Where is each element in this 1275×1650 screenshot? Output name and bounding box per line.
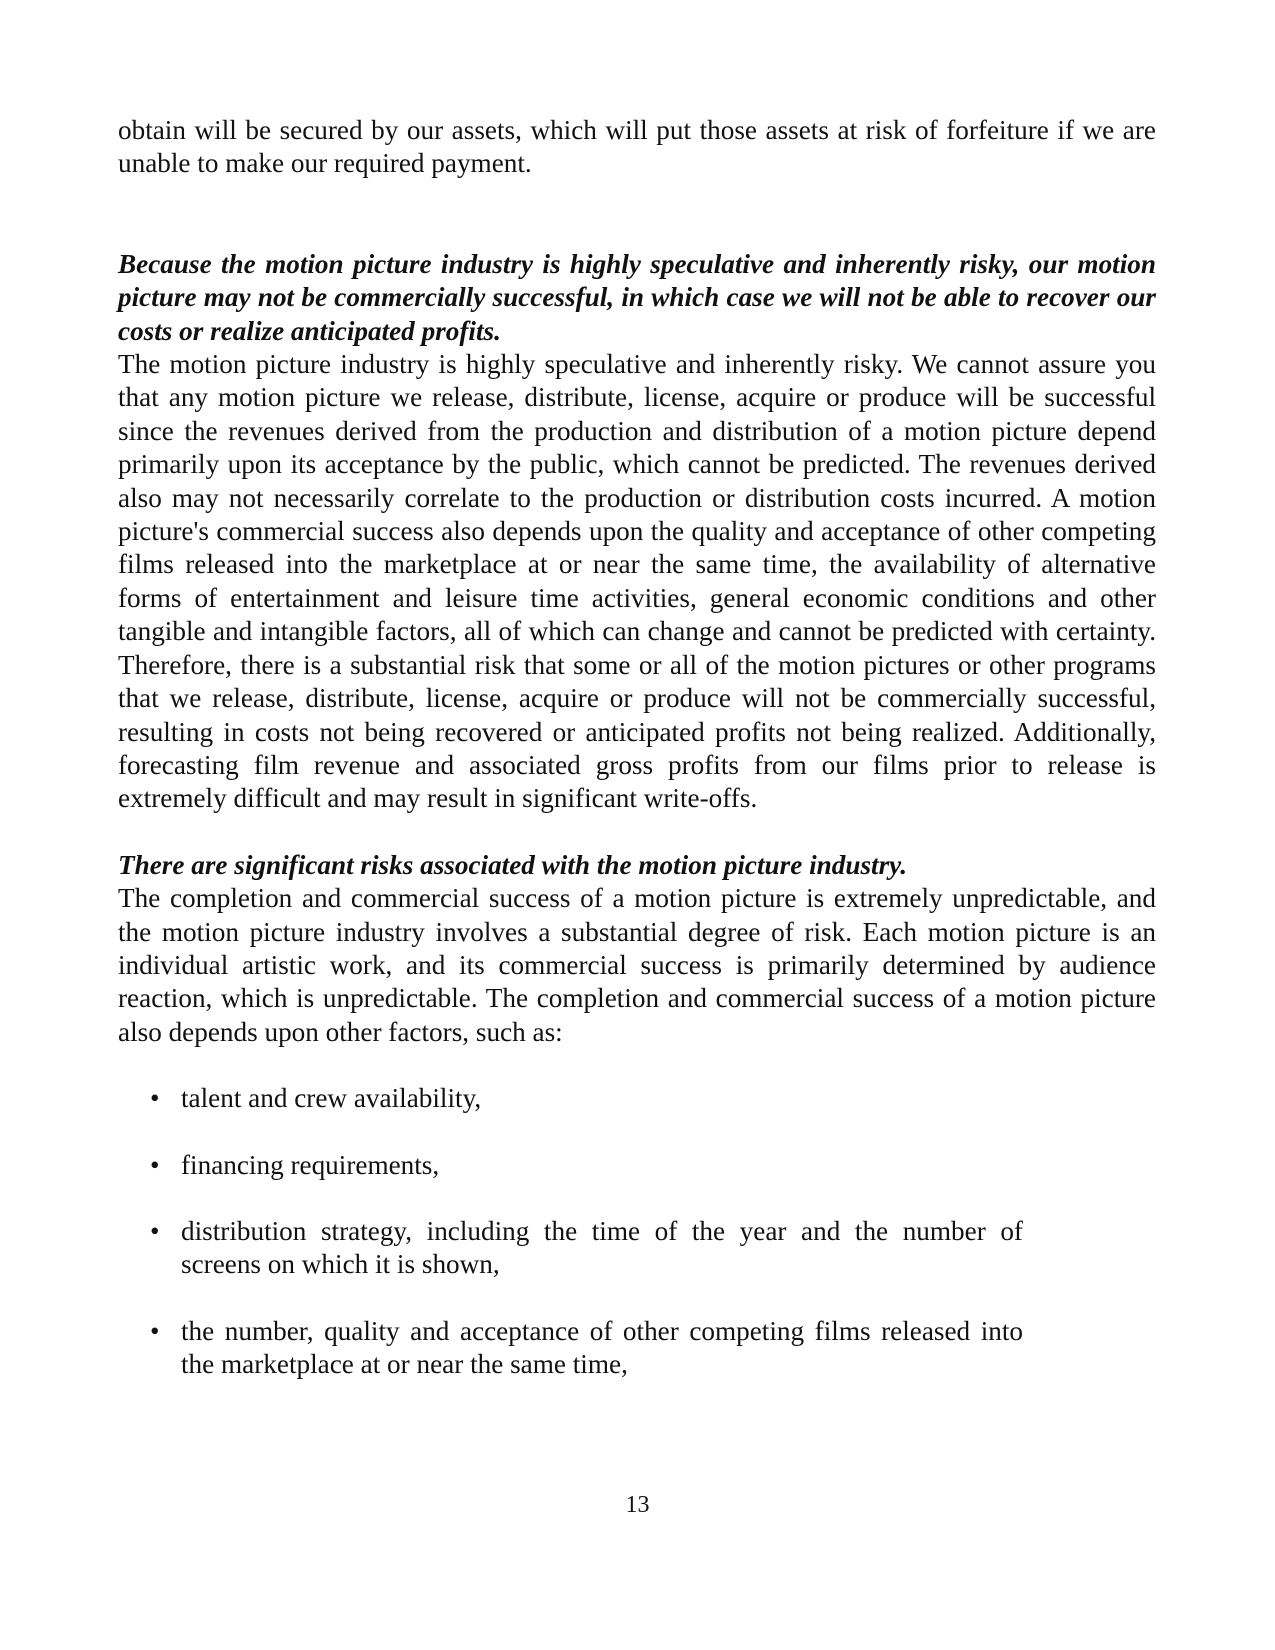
- spacer: [118, 181, 1156, 248]
- list-item-text: financing requirements,: [181, 1149, 440, 1180]
- list-item: [118, 1082, 1023, 1115]
- section-body-industry-risks: The completion and commercial success of a motion picture is extremely unpredictable, and the motion picture industry involves a substantial degree of risk. Each motion picture is an individual artistic work, and its commercial success is primarily determined by audience reaction, which is unpredictable. The completion and commercial success of a motion picture also depends upon other factors, such as:: [118, 883, 1156, 1047]
- risk-factors-list: [118, 1082, 1023, 1381]
- page-number: 13: [625, 1492, 650, 1518]
- list-item-text: the number, quality and acceptance of other competing films released into the marketplace at or near the same time,: [181, 1315, 1023, 1380]
- section-body-speculative-risk: The motion picture industry is highly speculative and inherently risky. We cannot assure you that any motion picture we release, distribute, license, acquire or produce will be successful since the revenues derived from the production and distribution of a motion picture depend primarily upon its acceptance by the public, which cannot be predicted. The revenues derived also may not necessarily correlate to the production or distribution costs incurred. A motion picture's commercial success also depends upon the quality and acceptance of other competing films released into the marketplace at or near the same time, the availability of alternative forms of entertainment and leisure time activities, general economic conditions and other tangible and intangible factors, all of which can change and cannot be predicted with certainty. Therefore, there is a substantial risk that some or all of the motion pictures or other programs that we release, distribute, license, acquire or produce will not be commercially successful, resulting in costs not being recovered or anticipated profits not being realized. Additionally, forecasting film revenue and associated gross profits from our films prior to release is extremely difficult and may result in significant write-offs.: [118, 349, 1156, 814]
- document-page: [118, 114, 1156, 1415]
- bullet-icon: •: [150, 1315, 160, 1346]
- list-item: [118, 1315, 1023, 1382]
- bullet-icon: •: [150, 1083, 160, 1114]
- section-heading-speculative-risk: Because the motion picture industry is highly speculative and inherently risky, our motion picture may not be commercially successful, in which case we will not be able to recover our costs or realize anticipated profits.: [118, 248, 1156, 346]
- list-item-text: distribution strategy, including the time of the year and the number of screens on which it is shown,: [181, 1215, 1023, 1280]
- bullet-icon: •: [150, 1215, 160, 1246]
- section-heading-industry-risks: There are significant risks associated with the motion picture industry.: [118, 849, 908, 880]
- list-item: [118, 1215, 1023, 1282]
- list-item-text: talent and crew availability,: [181, 1083, 482, 1114]
- spacer: [118, 816, 1156, 849]
- continuation-paragraph: obtain will be secured by our assets, which will put those assets at risk of forfeiture if we are unable to make our required payment.: [118, 115, 1156, 179]
- spacer: [118, 1049, 1156, 1082]
- bullet-icon: •: [150, 1149, 160, 1180]
- list-item: [118, 1149, 1023, 1182]
